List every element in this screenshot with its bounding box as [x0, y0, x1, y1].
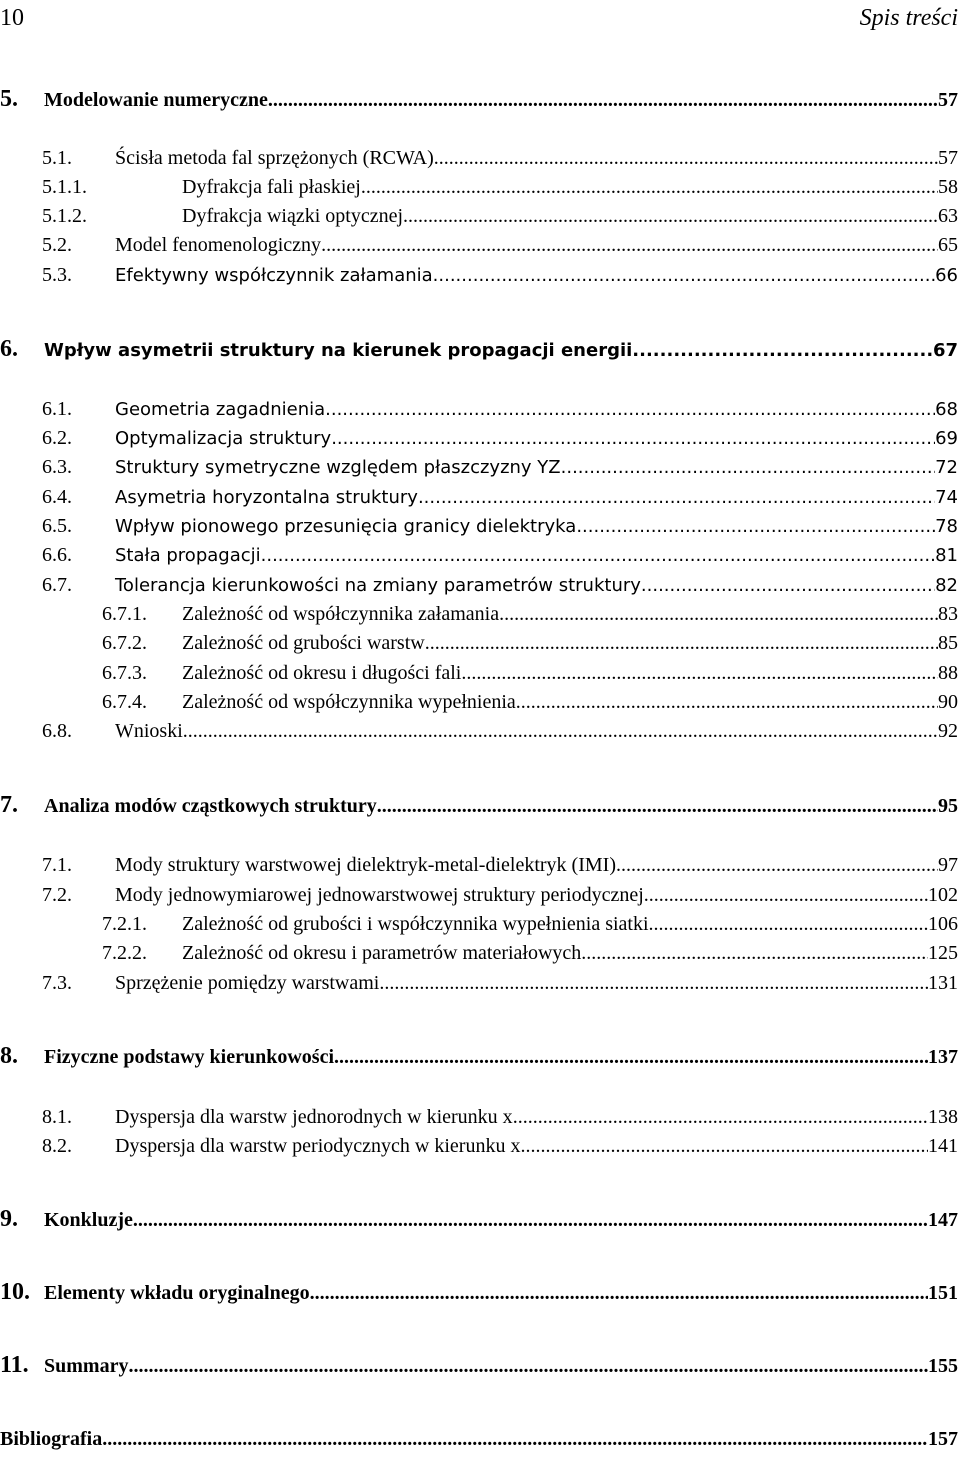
toc-subsection-7-2-1[interactable] — [102, 911, 958, 937]
toc-leader — [499, 601, 938, 627]
toc-title: Bibliografia — [0, 1428, 103, 1450]
toc-title: Dyspersja dla warstw jednorodnych w kierunku x — [115, 1106, 513, 1128]
toc-title: Efektywny współczynnik załamania — [115, 265, 433, 286]
toc-subsection-7-2-2[interactable] — [102, 940, 958, 966]
toc-title: Analiza modów cząstkowych struktury — [44, 795, 377, 817]
toc-number: 5.1. — [42, 147, 72, 169]
toc-page: 69 — [935, 428, 958, 449]
toc-number: 5.1.2. — [42, 205, 87, 227]
toc-page: 151 — [928, 1282, 958, 1304]
toc-title: Summary — [44, 1355, 129, 1377]
toc-page: 95 — [938, 795, 958, 817]
toc-page: 68 — [935, 399, 958, 420]
toc-section-5-3[interactable] — [42, 262, 958, 289]
toc-leader — [261, 543, 935, 569]
toc-section-8-1[interactable] — [42, 1104, 958, 1130]
toc-title: Wpływ pionowego przesunięcia granicy dielektryka — [115, 516, 577, 537]
toc-number: 6.4. — [42, 486, 72, 508]
toc-leader — [461, 660, 938, 686]
toc-number: 6.2. — [42, 427, 72, 449]
toc-leader — [616, 852, 938, 878]
toc-title: Zależność od współczynnika załamania — [182, 603, 500, 625]
toc-number: 10. — [0, 1279, 30, 1305]
toc-number: 7.3. — [42, 972, 72, 994]
toc-section-6-4[interactable] — [42, 484, 958, 511]
toc-title: Zależność od okresu i długości fali — [182, 662, 462, 684]
toc-page: 157 — [928, 1428, 958, 1450]
toc-leader — [561, 455, 935, 481]
toc-leader — [268, 87, 938, 113]
toc-page: 83 — [938, 603, 958, 625]
toc-title: Zależność od grubości i współczynnika wypełnienia siatki — [182, 913, 649, 935]
toc-title: Fizyczne podstawy kierunkowości — [44, 1046, 334, 1068]
toc-leader — [102, 1426, 928, 1452]
toc-leader — [361, 174, 938, 200]
toc-page: 85 — [938, 632, 958, 654]
toc-number: 5.1.1. — [42, 176, 87, 198]
toc-page: 138 — [928, 1106, 958, 1128]
toc-section-7-1[interactable] — [42, 852, 958, 878]
toc-bibliography[interactable] — [0, 1426, 958, 1452]
toc-leader — [310, 1280, 928, 1306]
toc-subsection-6-7-4[interactable] — [102, 689, 958, 715]
toc-page: 155 — [928, 1355, 958, 1377]
toc-page: 82 — [935, 575, 958, 596]
toc-title: Konkluzje — [44, 1209, 133, 1231]
toc-title: Wnioski — [115, 720, 183, 742]
toc-chapter-8[interactable] — [0, 1043, 958, 1070]
toc-page: 90 — [938, 691, 958, 713]
toc-page: 81 — [935, 545, 958, 566]
toc-title: Stała propagacji — [115, 545, 261, 566]
toc-title: Wpływ asymetrii struktury na kierunek propagacji energii — [44, 340, 633, 361]
toc-title: Dyspersja dla warstw periodycznych w kierunku x — [115, 1135, 521, 1157]
toc-page: 97 — [938, 854, 958, 876]
toc-section-5-1[interactable] — [42, 145, 958, 171]
toc-chapter-9[interactable] — [0, 1206, 958, 1233]
toc-title: Dyfrakcja fali płaskiej — [182, 176, 361, 198]
toc-page: 88 — [938, 662, 958, 684]
toc-page: 63 — [938, 205, 958, 227]
running-header-title: Spis treści — [859, 5, 958, 31]
toc-number: 5.3. — [42, 264, 72, 286]
toc-page: 58 — [938, 176, 958, 198]
toc-number: 7.2. — [42, 884, 72, 906]
toc-leader — [325, 397, 935, 423]
toc-chapter-5[interactable] — [0, 86, 958, 113]
toc-page: 66 — [935, 265, 958, 286]
toc-subsection-6-7-3[interactable] — [102, 660, 958, 686]
toc-leader — [321, 232, 938, 258]
toc-number: 8.2. — [42, 1135, 72, 1157]
toc-subsection-5-1-2[interactable] — [42, 203, 958, 229]
toc-title: Zależność od współczynnika wypełnienia — [182, 691, 516, 713]
toc-section-6-3[interactable] — [42, 454, 958, 481]
toc-title: Modelowanie numeryczne — [44, 89, 268, 111]
toc-title: Mody struktury warstwowej dielektryk-metal-dielektryk (IMI) — [115, 854, 616, 876]
toc-page: 125 — [928, 942, 958, 964]
toc-number: 8. — [0, 1043, 18, 1069]
toc-number: 5. — [0, 86, 18, 112]
toc-number: 7.2.2. — [102, 942, 147, 964]
toc-number: 7.2.1. — [102, 913, 147, 935]
toc-number: 6.3. — [42, 456, 72, 478]
toc-section-5-2[interactable] — [42, 232, 958, 258]
toc-leader — [576, 514, 935, 540]
toc-chapter-6[interactable] — [0, 336, 958, 364]
toc-section-6-8[interactable] — [42, 718, 958, 744]
toc-subsection-5-1-1[interactable] — [42, 174, 958, 200]
toc-number: 6.1. — [42, 398, 72, 420]
toc-leader — [632, 338, 933, 364]
toc-number: 6.7. — [42, 574, 72, 596]
toc-number: 6.7.4. — [102, 691, 147, 713]
toc-section-6-1[interactable] — [42, 396, 958, 423]
toc-number: 7.1. — [42, 854, 72, 876]
toc-chapter-11[interactable] — [0, 1352, 958, 1379]
toc-leader — [520, 1133, 928, 1159]
toc-number: 8.1. — [42, 1106, 72, 1128]
toc-page: 67 — [932, 340, 958, 361]
toc-title: Tolerancja kierunkowości na zmiany parametrów struktury — [115, 575, 641, 596]
toc-page: 57 — [938, 147, 958, 169]
toc-page: 137 — [928, 1046, 958, 1068]
toc-number: 6.6. — [42, 544, 72, 566]
toc-title: Geometria zagadnienia — [115, 399, 326, 420]
toc-leader — [377, 793, 938, 819]
toc-page: 57 — [938, 89, 958, 111]
toc-page: 74 — [935, 487, 958, 508]
toc-section-7-3[interactable] — [42, 970, 958, 996]
toc-page: 147 — [928, 1209, 958, 1231]
toc-leader — [433, 263, 935, 289]
toc-number: 9. — [0, 1206, 18, 1232]
toc-leader — [649, 911, 928, 937]
toc-subsection-6-7-2[interactable] — [102, 630, 958, 656]
toc-title: Model fenomenologiczny — [115, 234, 322, 256]
toc-number: 7. — [0, 792, 18, 818]
toc-leader — [128, 1353, 928, 1379]
toc-number: 6. — [0, 336, 18, 362]
toc-number: 6.7.1. — [102, 603, 147, 625]
toc-section-6-2[interactable] — [42, 425, 958, 452]
toc-section-8-2[interactable] — [42, 1133, 958, 1159]
page-number: 10 — [0, 5, 24, 31]
toc-number: 6.5. — [42, 515, 72, 537]
toc-title: Asymetria horyzontalna struktury — [115, 487, 418, 508]
toc-number: 5.2. — [42, 234, 72, 256]
toc-title: Mody jednowymiarowej jednowarstwowej struktury periodycznej — [115, 884, 644, 906]
toc-leader — [425, 630, 938, 656]
toc-section-6-7[interactable] — [42, 572, 958, 599]
toc-leader — [418, 485, 935, 511]
toc-page: 78 — [935, 516, 958, 537]
toc-section-6-5[interactable] — [42, 513, 958, 540]
toc-chapter-10[interactable] — [0, 1279, 958, 1306]
toc-leader — [334, 1044, 928, 1070]
toc-subsection-6-7-1[interactable] — [102, 601, 958, 627]
toc-number: 6.8. — [42, 720, 72, 742]
toc-leader — [434, 145, 938, 171]
toc-leader — [403, 203, 938, 229]
toc-title: Elementy wkładu oryginalnego — [44, 1282, 310, 1304]
toc-leader — [379, 970, 928, 996]
toc-page: 92 — [938, 720, 958, 742]
toc-section-6-6[interactable] — [42, 542, 958, 569]
toc-page: 141 — [928, 1135, 958, 1157]
toc-page: 106 — [928, 913, 958, 935]
toc-title: Zależność od okresu i parametrów materiałowych — [182, 942, 582, 964]
toc-leader — [516, 689, 938, 715]
toc-leader — [513, 1104, 928, 1130]
toc-leader — [133, 1207, 928, 1233]
toc-title: Zależność od grubości warstw — [182, 632, 425, 654]
toc-leader — [581, 940, 928, 966]
toc-page: 72 — [935, 457, 958, 478]
toc-leader — [183, 718, 938, 744]
toc-number: 6.7.3. — [102, 662, 147, 684]
toc-number: 6.7.2. — [102, 632, 147, 654]
toc-chapter-7[interactable] — [0, 792, 958, 819]
toc-number: 11. — [0, 1352, 29, 1378]
toc-page: 102 — [928, 884, 958, 906]
toc-title: Ścisła metoda fal sprzężonych (RCWA) — [115, 147, 434, 169]
toc-section-7-2[interactable] — [42, 882, 958, 908]
toc-title: Optymalizacja struktury — [115, 428, 332, 449]
toc-title: Struktury symetryczne względem płaszczyzny YZ — [115, 457, 561, 478]
toc-leader — [644, 882, 928, 908]
toc-leader — [641, 573, 935, 599]
toc-title: Sprzężenie pomiędzy warstwami — [115, 972, 380, 994]
toc-title: Dyfrakcja wiązki optycznej — [182, 205, 404, 227]
toc-page: 65 — [938, 234, 958, 256]
toc-leader — [331, 426, 935, 452]
toc-page: 131 — [928, 972, 958, 994]
